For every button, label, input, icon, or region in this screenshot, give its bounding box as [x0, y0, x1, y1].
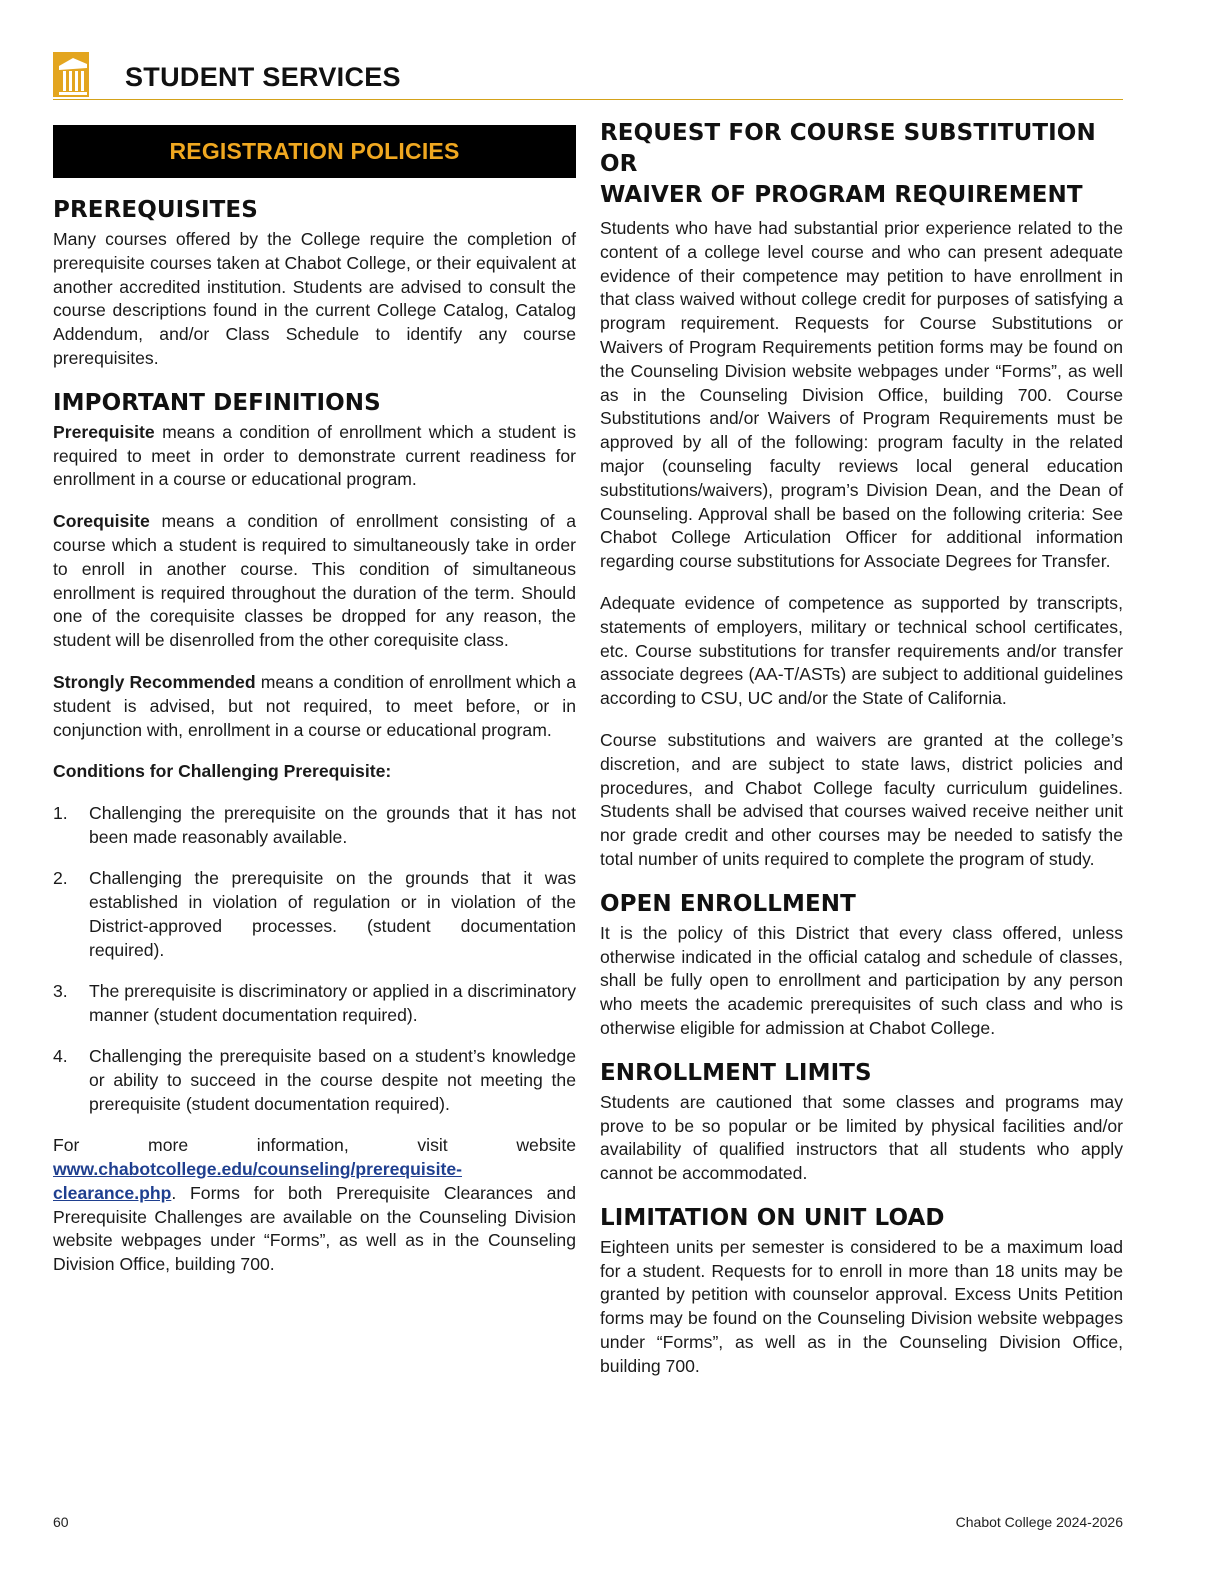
prerequisite-definition — [53, 421, 576, 492]
unit-load-heading: LIMITATION ON UNIT LOAD — [600, 1204, 945, 1231]
prerequisite-definition-text: means a condition of enrollment which a student is required to meet in order to demonstrate current readiness for enrollment in a course or educational program. — [53, 421, 576, 490]
unit-load-body: Eighteen units per semester is considered to be a maximum load for a student. Requests for to enroll in more than 18 units may be granted by petition with counselor approval. Excess Units Petition forms may be found on the Counseling Division website webpages under “Forms”, as well as in the Counseling Division Office, building 700. — [600, 1236, 1123, 1376]
more-info-paragraph — [53, 1134, 576, 1277]
list-item-number: 4. — [53, 1046, 68, 1067]
page-number: 60 — [53, 1514, 69, 1530]
substitution-heading — [600, 118, 1123, 211]
substitution-heading-line1: REQUEST FOR COURSE SUBSTITUTION OR — [600, 120, 1096, 177]
substitution-paragraph-2: Adequate evidence of competence as supported by transcripts, statements of employers, military or technical school certificates, etc. Course substitutions for transfer requirements and/or transfer associate degrees (AA-T/ASTs) are subject to additional guidelines according to CSU, UC and/or the State of California. — [600, 592, 1123, 709]
more-info-lead: For more information, visit website — [53, 1135, 576, 1156]
substitution-heading-line2: WAIVER OF PROGRAM REQUIREMENT — [600, 182, 1083, 208]
left-column — [53, 118, 576, 1277]
definitions-heading: IMPORTANT DEFINITIONS — [53, 389, 381, 416]
substitution-paragraph-1: Students who have had substantial prior experience related to the content of a college level course and who can present adequate evidence of their competence may petition to have enrollment in that class waived without college credit for purposes of satisfying a program requirement. Requests for Course Substitutions or Waivers of Program Requirements petition forms may be found on the Counseling Division website webpages under “Forms”, as well as in the Counseling Division Office, building 700. Course Substitutions and/or Waivers of Program Requirements must be approved by all of the following: program faculty in the related major (counseling faculty reviews local general education substitutions/waivers), program’s Division Dean, and the Dean of Counseling. Approval shall be based on the following criteria: See Chabot College Articulation Officer for additional information regarding course substitutions for Associate Degrees for Transfer. — [600, 218, 1123, 572]
enrollment-limits-body: Students are cautioned that some classes and programs may prove to be so popular or be limited by physical facilities and/or availability of qualified instructors that all students who apply cannot be accommodated. — [600, 1091, 1123, 1184]
page-header — [53, 52, 1123, 100]
registration-policies-banner: REGISTRATION POLICIES — [53, 125, 576, 178]
open-enrollment-heading: OPEN ENROLLMENT — [600, 890, 856, 917]
list-item — [53, 980, 576, 1028]
list-item — [53, 802, 576, 850]
prerequisite-clearance-link[interactable]: www.chabotcollege.edu/counseling/prerequisite-clearance.php — [53, 1159, 462, 1203]
conditions-title: Conditions for Challenging Prerequisite: — [53, 761, 392, 782]
list-item-text: Challenging the prerequisite on the grounds that it has not been made reasonably available. — [89, 803, 576, 847]
strongly-recommended-definition-text: means a condition of enrollment which a student is advised, but not required, to meet before, or in conjunction with, enrollment in a course or educational program. — [53, 671, 576, 740]
list-item-text: Challenging the prerequisite based on a student’s knowledge or ability to succeed in the course despite not meeting the prerequisite (student documentation required). — [89, 1046, 576, 1114]
corequisite-definition — [53, 510, 576, 653]
enrollment-limits-heading: ENROLLMENT LIMITS — [600, 1059, 872, 1086]
open-enrollment-body: It is the policy of this District that every class offered, unless otherwise indicated in the official catalog and schedule of classes, shall be fully open to enrollment and participation by any person who meets the academic prerequisites of such class and who is otherwise eligible for admission at Chabot College. — [600, 922, 1123, 1038]
list-item-number: 3. — [53, 981, 68, 1002]
list-item — [53, 867, 576, 962]
list-item-number: 2. — [53, 868, 68, 889]
list-item — [53, 1045, 576, 1116]
chabot-building-logo-icon — [53, 52, 89, 97]
list-item-text: The prerequisite is discriminatory or applied in a discriminatory manner (student documentation required). — [89, 981, 576, 1025]
corequisite-term: Corequisite — [53, 511, 150, 532]
list-item-text: Challenging the prerequisite on the grounds that it was established in violation of regulation or in violation of the District-approved processes. (student documentation required). — [89, 868, 576, 960]
list-item-number: 1. — [53, 803, 68, 824]
corequisite-definition-text: means a condition of enrollment consisting of a course which a student is required to simultaneously take in order to enroll in another course. This condition of simultaneous enrollment is required throughout the duration of the term. Should one of the corequisite classes be dropped for any reason, the student will be disenrolled from the other corequisite class. — [53, 511, 576, 651]
prerequisites-body: Many courses offered by the College require the completion of prerequisite courses taken at Chabot College, or their equivalent at another accredited institution. Students are advised to consult the course descriptions found in the current College Catalog, Catalog Addendum, and/or Class Schedule to identify any course prerequisites. — [53, 229, 576, 368]
right-column — [600, 118, 1123, 1379]
strongly-recommended-term: Strongly Recommended — [53, 671, 256, 692]
substitution-paragraph-3: Course substitutions and waivers are granted at the college’s discretion, and are subject to state laws, district policies and procedures, and Chabot College faculty curriculum guidelines. Students shall be advised that courses waived receive neither unit nor grade credit and other courses may be needed to satisfy the total number of units required to complete the program of study. — [600, 729, 1123, 869]
catalog-footer: Chabot College 2024-2026 — [955, 1514, 1123, 1530]
prerequisite-term: Prerequisite — [53, 421, 155, 442]
section-title: STUDENT SERVICES — [125, 62, 401, 92]
prerequisites-heading: PREREQUISITES — [53, 197, 258, 223]
challenge-conditions-list — [53, 802, 576, 1117]
more-info-rest: . Forms for both Prerequisite Clearances and Prerequisite Challenges are available on the Counseling Division website webpages under “Forms”, as well as in the Counseling Division Office, building 700. — [53, 1182, 576, 1275]
strongly-recommended-definition — [53, 671, 576, 742]
